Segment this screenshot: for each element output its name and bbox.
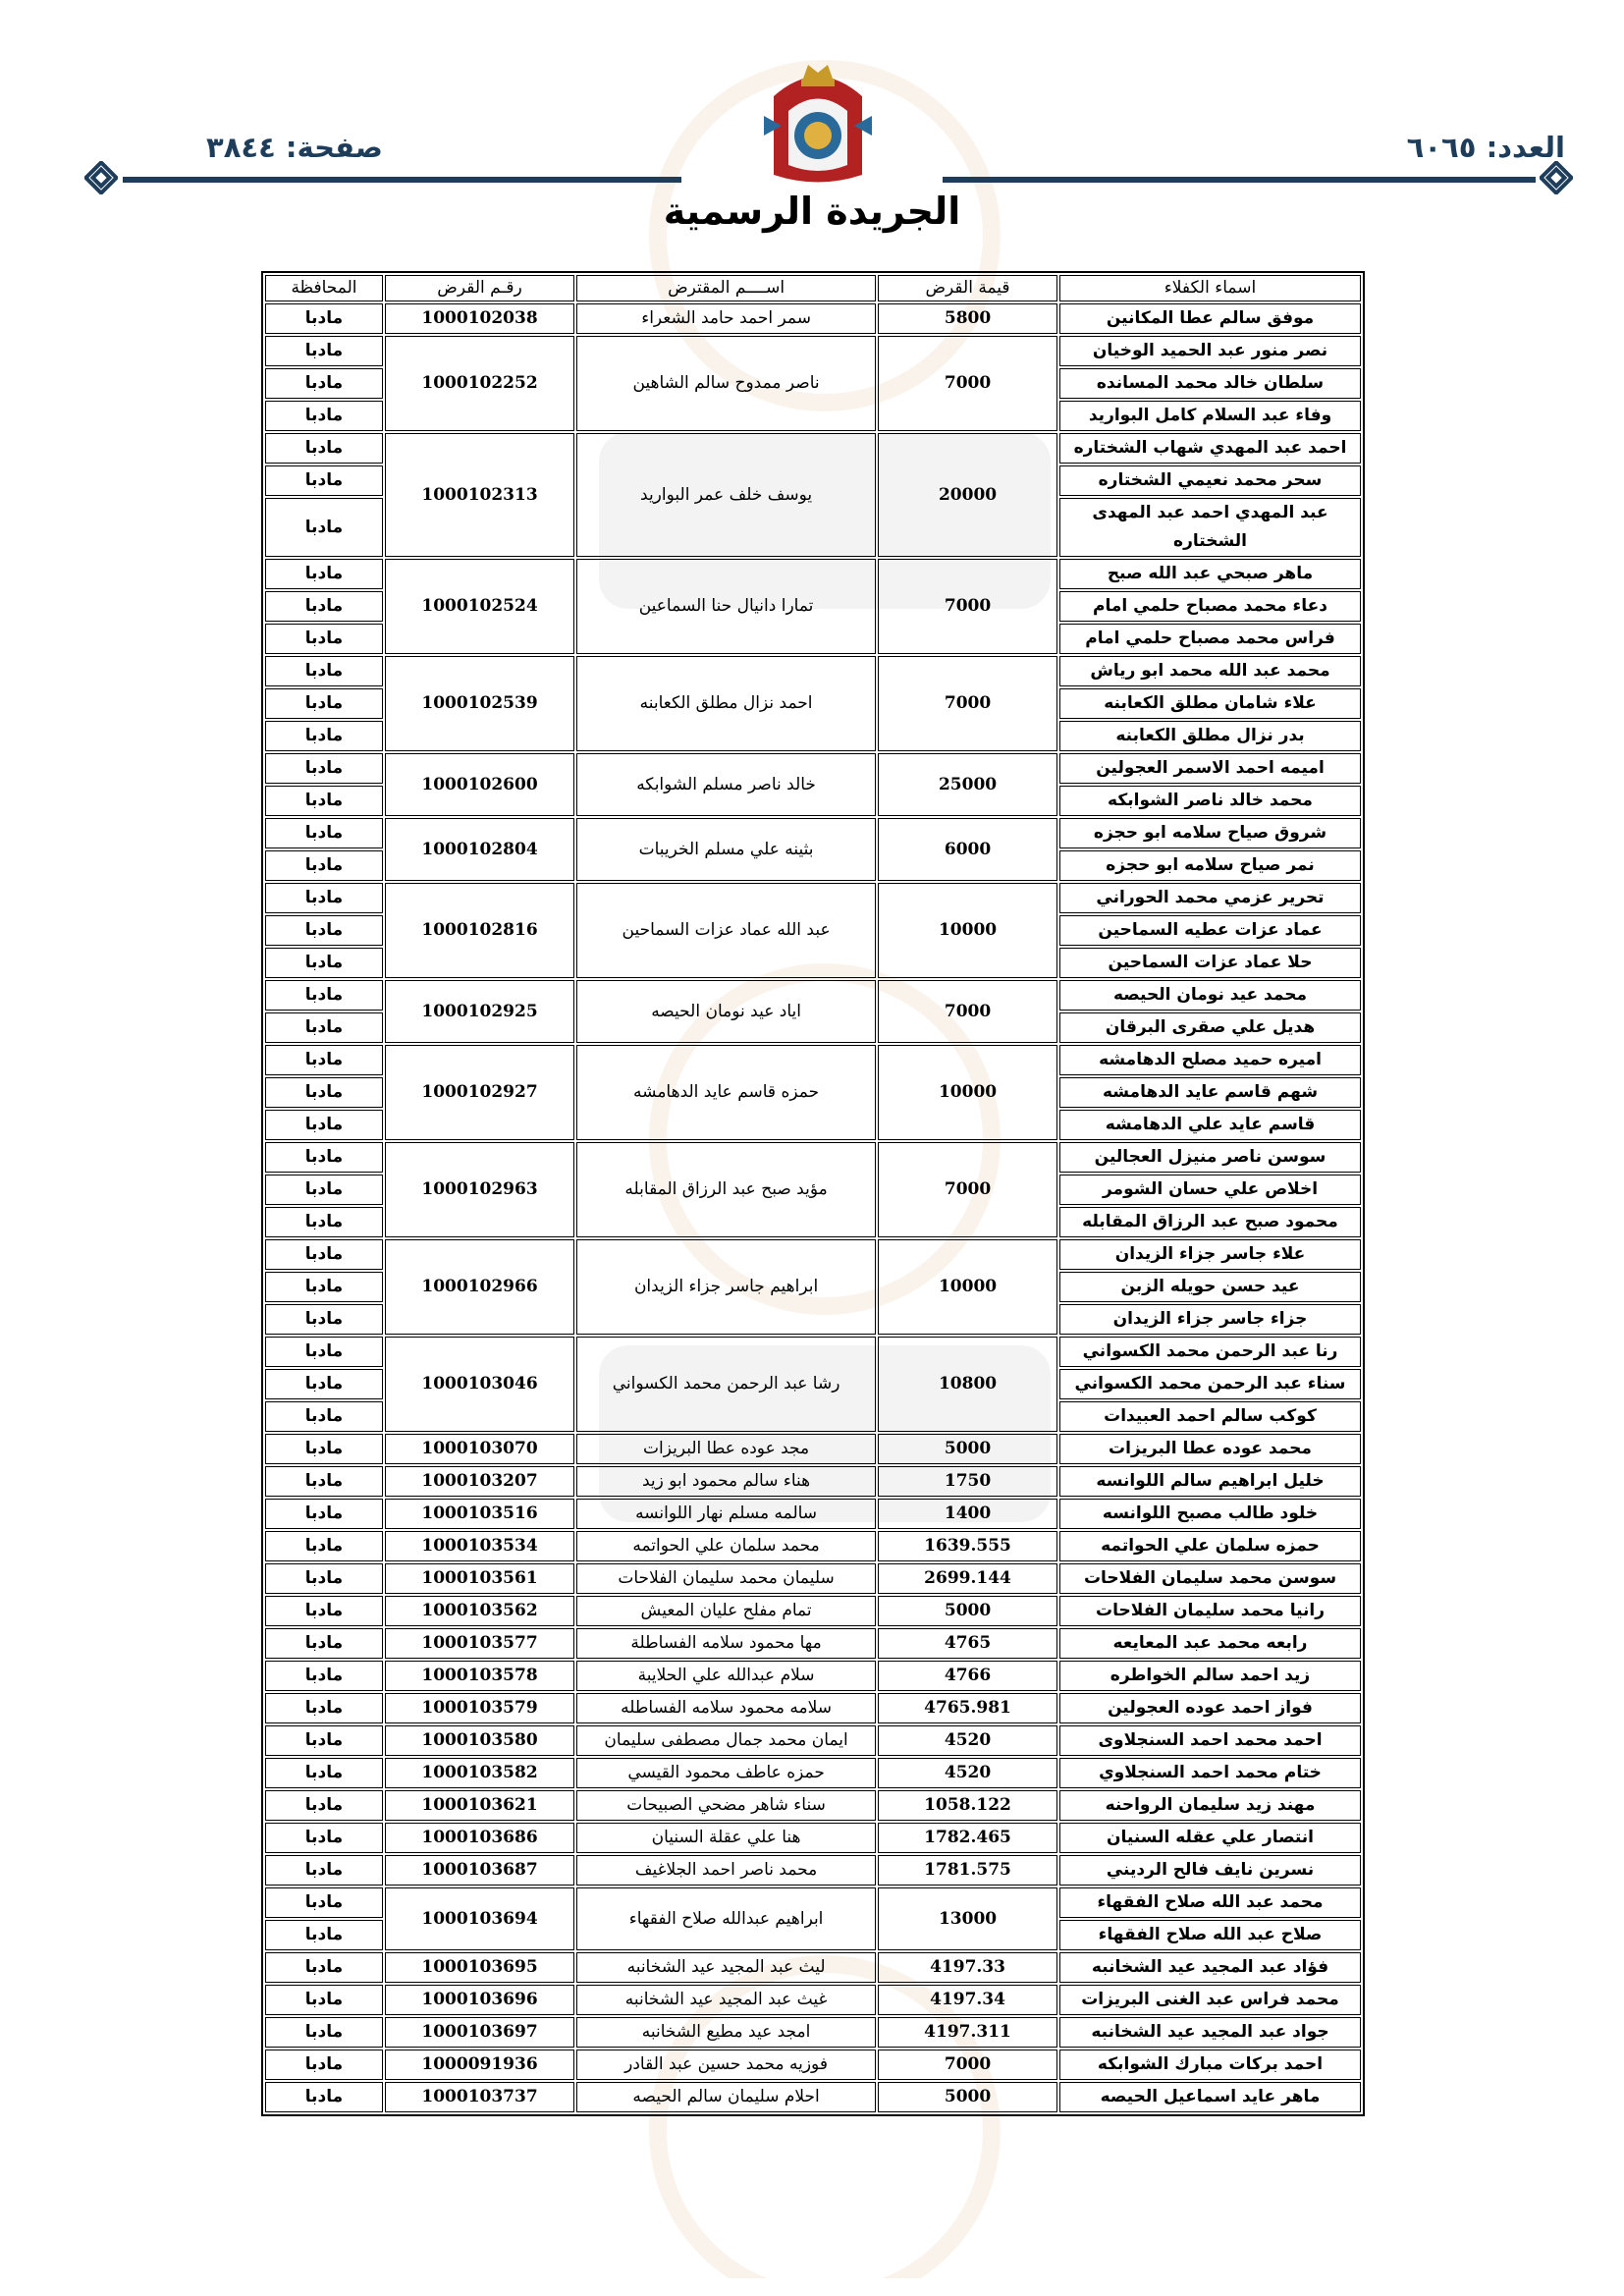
governorate-cell: مادبا — [265, 1466, 383, 1497]
amount-cell: 5000 — [878, 2082, 1057, 2112]
table-row — [265, 2017, 1361, 2048]
loan-number-cell: 1000102539 — [385, 656, 574, 751]
loan-number-cell: 1000103207 — [385, 1466, 574, 1497]
header-guarantors: اسماء الكفلاء — [1059, 275, 1361, 301]
guarantor-cell: حلا عماد عزات السماحين — [1059, 948, 1361, 978]
governorate-cell: مادبا — [265, 559, 383, 589]
borrower-cell: سليمان محمد سليمان الفلاحات — [576, 1563, 876, 1594]
table-row — [265, 1693, 1361, 1723]
borrower-cell: رشا عبد الرحمن محمد الكسواني — [576, 1337, 876, 1432]
governorate-cell: مادبا — [265, 401, 383, 431]
borrower-cell: ايمان محمد جمال مصطفى سليمان — [576, 1725, 876, 1756]
governorate-cell: مادبا — [265, 948, 383, 978]
table-row — [265, 1239, 1361, 1270]
loan-number-cell: 1000091936 — [385, 2050, 574, 2080]
governorate-cell: مادبا — [265, 1272, 383, 1302]
guarantor-cell: جزاء جاسر جزاء الزيدان — [1059, 1304, 1361, 1335]
governorate-cell: مادبا — [265, 1952, 383, 1983]
guarantor-cell: خلود طالب مصبح اللوانسه — [1059, 1499, 1361, 1529]
loan-number-cell: 1000103696 — [385, 1985, 574, 2015]
guarantor-cell: احمد محمد احمد السنجلاوى — [1059, 1725, 1361, 1756]
governorate-cell: مادبا — [265, 1110, 383, 1140]
guarantor-cell: رابعه محمد عبد المعايعه — [1059, 1628, 1361, 1659]
guarantor-cell: عبد المهدي احمد عبد المهدى الشختاره — [1059, 498, 1361, 557]
loan-number-cell: 1000102600 — [385, 753, 574, 816]
governorate-cell: مادبا — [265, 883, 383, 913]
table-row — [265, 1790, 1361, 1821]
borrower-cell: اياد عيد نومان الحيصه — [576, 980, 876, 1043]
guarantor-cell: فراس محمد مصباح حلمي امام — [1059, 624, 1361, 654]
borrower-cell: يوسف خلف عمر البواريد — [576, 433, 876, 557]
guarantor-cell: موفق سالم عطا المكانين — [1059, 303, 1361, 334]
guarantor-cell: انتصار علي عقله السنيان — [1059, 1823, 1361, 1853]
table-row — [265, 1952, 1361, 1983]
table-row — [265, 1434, 1361, 1464]
table-row — [265, 1823, 1361, 1853]
governorate-cell: مادبا — [265, 498, 383, 557]
table-row — [265, 1563, 1361, 1594]
guarantor-cell: محمد عبد الله صلاح الفقهاء — [1059, 1887, 1361, 1918]
governorate-cell: مادبا — [265, 368, 383, 399]
governorate-cell: مادبا — [265, 1596, 383, 1626]
guarantor-cell: سلطان خالد محمد المسانده — [1059, 368, 1361, 399]
guarantor-cell: صلاح عبد الله صلاح الفقهاء — [1059, 1920, 1361, 1950]
borrower-cell: مها محمود سلامه الفساطلة — [576, 1628, 876, 1659]
amount-cell: 7000 — [878, 656, 1057, 751]
borrower-cell: سمر احمد حامد الشعراء — [576, 303, 876, 334]
header-amount: قيمة القرض — [878, 275, 1057, 301]
borrower-cell: تمارا دانيال حنا السماعين — [576, 559, 876, 654]
guarantor-cell: محمد خالد ناصر الشوابكه — [1059, 786, 1361, 816]
table-row — [265, 1855, 1361, 1886]
header-rule-left — [123, 177, 681, 183]
guarantor-cell: رانيا محمد سليمان الفلاحات — [1059, 1596, 1361, 1626]
guarantor-cell: عيد حسن حويله الزبن — [1059, 1272, 1361, 1302]
loan-number-cell: 1000103046 — [385, 1337, 574, 1432]
guarantor-cell: اخلاص علي حسان الشومر — [1059, 1175, 1361, 1205]
header-borrower: اســــم المقترض — [576, 275, 876, 301]
guarantor-cell: ماهر عايد اسماعيل الحيصه — [1059, 2082, 1361, 2112]
amount-cell: 4765.981 — [878, 1693, 1057, 1723]
amount-cell: 1781.575 — [878, 1855, 1057, 1886]
guarantor-cell: بدر نزال مطلق الكعابنه — [1059, 721, 1361, 751]
governorate-cell: مادبا — [265, 688, 383, 719]
header-governorate: المحافظة — [265, 275, 383, 301]
guarantor-cell: شروق صياح سلامه ابو حجزه — [1059, 818, 1361, 848]
guarantor-cell: سوسن محمد سليمان الفلاحات — [1059, 1563, 1361, 1594]
guarantor-cell: فواز احمد عوده العجولين — [1059, 1693, 1361, 1723]
table-header-row — [265, 275, 1361, 301]
coat-of-arms-icon — [754, 57, 882, 190]
guarantor-cell: هديل علي صقرى البرقان — [1059, 1012, 1361, 1043]
table-row — [265, 1628, 1361, 1659]
governorate-cell: مادبا — [265, 1985, 383, 2015]
loan-number-cell: 1000103694 — [385, 1887, 574, 1950]
governorate-cell: مادبا — [265, 1045, 383, 1075]
amount-cell: 6000 — [878, 818, 1057, 881]
governorate-cell: مادبا — [265, 2017, 383, 2048]
governorate-cell: مادبا — [265, 591, 383, 622]
loan-number-cell: 1000103534 — [385, 1531, 574, 1561]
borrower-cell: احلام سليمان سالم الحيصه — [576, 2082, 876, 2112]
amount-cell: 4766 — [878, 1661, 1057, 1691]
governorate-cell: مادبا — [265, 786, 383, 816]
guarantor-cell: نمر صياح سلامه ابو حجزه — [1059, 850, 1361, 881]
guarantor-cell: شهم قاسم عايد الدهامشه — [1059, 1077, 1361, 1108]
borrower-cell: ابراهيم جاسر جزاء الزيدان — [576, 1239, 876, 1335]
governorate-cell: مادبا — [265, 1337, 383, 1367]
borrower-cell: فوزيه محمد حسين عبد القادر — [576, 2050, 876, 2080]
table-row — [265, 980, 1361, 1011]
amount-cell: 7000 — [878, 2050, 1057, 2080]
amount-cell: 1639.555 — [878, 1531, 1057, 1561]
governorate-cell: مادبا — [265, 465, 383, 496]
governorate-cell: مادبا — [265, 1693, 383, 1723]
loan-number-cell: 1000102927 — [385, 1045, 574, 1140]
guarantor-cell: كوكب سالم احمد العبيدات — [1059, 1401, 1361, 1432]
table-row — [265, 1887, 1361, 1918]
guarantor-cell: سحر محمد نعيمي الشختاره — [1059, 465, 1361, 496]
guarantor-cell: قاسم عايد علي الدهامشه — [1059, 1110, 1361, 1140]
issue-number: العدد: ٦٠٦٥ — [1406, 131, 1565, 164]
governorate-cell: مادبا — [265, 1887, 383, 1918]
loan-number-cell: 1000103621 — [385, 1790, 574, 1821]
guarantor-cell: علاء شامان مطلق الكعابنه — [1059, 688, 1361, 719]
governorate-cell: مادبا — [265, 1823, 383, 1853]
amount-cell: 5800 — [878, 303, 1057, 334]
amount-cell: 1750 — [878, 1466, 1057, 1497]
guarantor-cell: زيد احمد سالم الخواطره — [1059, 1661, 1361, 1691]
amount-cell: 1782.465 — [878, 1823, 1057, 1853]
guarantor-cell: سناء عبد الرحمن محمد الكسواني — [1059, 1369, 1361, 1399]
guarantor-cell: فؤاد عبد المجيد عيد الشخانبه — [1059, 1952, 1361, 1983]
table-row — [265, 1985, 1361, 2015]
loan-number-cell: 1000103687 — [385, 1855, 574, 1886]
amount-cell: 4197.311 — [878, 2017, 1057, 2048]
loan-number-cell: 1000103579 — [385, 1693, 574, 1723]
guarantor-cell: جواد عبد المجيد عيد الشخانبه — [1059, 2017, 1361, 2048]
amount-cell: 4197.34 — [878, 1985, 1057, 2015]
governorate-cell: مادبا — [265, 1434, 383, 1464]
borrower-cell: سلام عبدالله علي الحلايبة — [576, 1661, 876, 1691]
amount-cell: 20000 — [878, 433, 1057, 557]
guarantor-cell: محمد عيد نومان الحيصه — [1059, 980, 1361, 1011]
loan-number-cell: 1000103582 — [385, 1758, 574, 1788]
amount-cell: 13000 — [878, 1887, 1057, 1950]
guarantor-cell: ختام محمد احمد السنجلاوي — [1059, 1758, 1361, 1788]
guarantor-cell: تحرير عزمي محمد الحوراني — [1059, 883, 1361, 913]
borrower-cell: مؤيد صبح عبد الرزاق المقابله — [576, 1142, 876, 1237]
borrower-cell: غيث عبد المجيد عيد الشخانبه — [576, 1985, 876, 2015]
amount-cell: 2699.144 — [878, 1563, 1057, 1594]
loan-number-cell: 1000103686 — [385, 1823, 574, 1853]
governorate-cell: مادبا — [265, 433, 383, 464]
amount-cell: 7000 — [878, 559, 1057, 654]
table-row — [265, 1045, 1361, 1075]
governorate-cell: مادبا — [265, 1628, 383, 1659]
borrower-cell: احمد نزال مطلق الكعابنه — [576, 656, 876, 751]
borrower-cell: ناصر ممدوح سالم الشاهين — [576, 336, 876, 431]
guarantor-cell: حمزه سلمان علي الحواتمه — [1059, 1531, 1361, 1561]
guarantor-cell: اميره حميد مصلح الدهامشه — [1059, 1045, 1361, 1075]
amount-cell: 10000 — [878, 883, 1057, 978]
governorate-cell: مادبا — [265, 721, 383, 751]
gazette-title: الجريدة الرسمية — [663, 190, 961, 233]
guarantor-cell: رنا عبد الرحمن محمد الكسواني — [1059, 1337, 1361, 1367]
borrower-cell: عبد الله عماد عزات السماحين — [576, 883, 876, 978]
borrower-cell: خالد ناصر مسلم الشوابكه — [576, 753, 876, 816]
governorate-cell: مادبا — [265, 2050, 383, 2080]
governorate-cell: مادبا — [265, 656, 383, 686]
guarantor-cell: مهند زيد سليمان الرواحنه — [1059, 1790, 1361, 1821]
governorate-cell: مادبا — [265, 850, 383, 881]
governorate-cell: مادبا — [265, 1855, 383, 1886]
governorate-cell: مادبا — [265, 753, 383, 784]
governorate-cell: مادبا — [265, 1142, 383, 1173]
header-loan-number: رقـم القرض — [385, 275, 574, 301]
borrower-cell: حمزه قاسم عايد الدهامشه — [576, 1045, 876, 1140]
loan-number-cell: 1000102252 — [385, 336, 574, 431]
amount-cell: 1400 — [878, 1499, 1057, 1529]
table-row — [265, 559, 1361, 589]
loan-number-cell: 1000102816 — [385, 883, 574, 978]
borrower-cell: مجد عوده عطا البريزات — [576, 1434, 876, 1464]
borrower-cell: سالمه مسلم نهار اللوانسه — [576, 1499, 876, 1529]
loan-number-cell: 1000103737 — [385, 2082, 574, 2112]
guarantor-cell: وفاء عبد السلام كامل البواريد — [1059, 401, 1361, 431]
borrower-cell: سلامه محمود سلامه الفساطله — [576, 1693, 876, 1723]
loan-number-cell: 1000103516 — [385, 1499, 574, 1529]
borrower-cell: بثينه علي مسلم الخريبات — [576, 818, 876, 881]
governorate-cell: مادبا — [265, 1661, 383, 1691]
governorate-cell: مادبا — [265, 1531, 383, 1561]
guarantor-cell: علاء جاسر جزاء الزيدان — [1059, 1239, 1361, 1270]
amount-cell: 1058.122 — [878, 1790, 1057, 1821]
governorate-cell: مادبا — [265, 1077, 383, 1108]
table-row — [265, 1596, 1361, 1626]
table-row — [265, 303, 1361, 334]
governorate-cell: مادبا — [265, 818, 383, 848]
governorate-cell: مادبا — [265, 1790, 383, 1821]
guarantor-cell: نصر منور عبد الحميد الوخيان — [1059, 336, 1361, 366]
table-row — [265, 1499, 1361, 1529]
loan-number-cell: 1000102966 — [385, 1239, 574, 1335]
amount-cell: 4520 — [878, 1758, 1057, 1788]
guarantor-cell: سوسن ناصر منيزل العجالين — [1059, 1142, 1361, 1173]
guarantor-cell: خليل ابراهيم سالم اللوانسه — [1059, 1466, 1361, 1497]
governorate-cell: مادبا — [265, 1175, 383, 1205]
table-row — [265, 1531, 1361, 1561]
table-row — [265, 1725, 1361, 1756]
loan-number-cell: 1000103577 — [385, 1628, 574, 1659]
governorate-cell: مادبا — [265, 2082, 383, 2112]
loan-number-cell: 1000102313 — [385, 433, 574, 557]
table-row — [265, 2082, 1361, 2112]
governorate-cell: مادبا — [265, 1012, 383, 1043]
amount-cell: 25000 — [878, 753, 1057, 816]
amount-cell: 4520 — [878, 1725, 1057, 1756]
table-row — [265, 1661, 1361, 1691]
guarantor-cell: محمد عوده عطا البريزات — [1059, 1434, 1361, 1464]
governorate-cell: مادبا — [265, 1207, 383, 1237]
governorate-cell: مادبا — [265, 1369, 383, 1399]
governorate-cell: مادبا — [265, 1920, 383, 1950]
governorate-cell: مادبا — [265, 1758, 383, 1788]
loan-number-cell: 1000103562 — [385, 1596, 574, 1626]
table-row — [265, 433, 1361, 464]
guarantor-cell: محمد عبد الله محمد ابو رياش — [1059, 656, 1361, 686]
borrower-cell: محمد سلمان علي الحواتمه — [576, 1531, 876, 1561]
table-row — [265, 1758, 1361, 1788]
table-row — [265, 818, 1361, 848]
guarantor-cell: عماد عزات عطيه السماحين — [1059, 915, 1361, 946]
amount-cell: 10800 — [878, 1337, 1057, 1432]
loan-number-cell: 1000103070 — [385, 1434, 574, 1464]
amount-cell: 10000 — [878, 1045, 1057, 1140]
guarantor-cell: محمود صبح عبد الرزاق المقابله — [1059, 1207, 1361, 1237]
governorate-cell: مادبا — [265, 1304, 383, 1335]
loan-number-cell: 1000102925 — [385, 980, 574, 1043]
loan-number-cell: 1000102038 — [385, 303, 574, 334]
borrower-cell: ليث عبد المجيد عيد الشخانبه — [576, 1952, 876, 1983]
guarantor-cell: احمد عبد المهدي شهاب الشختاره — [1059, 433, 1361, 464]
governorate-cell: مادبا — [265, 303, 383, 334]
loan-number-cell: 1000103695 — [385, 1952, 574, 1983]
governorate-cell: مادبا — [265, 1401, 383, 1432]
governorate-cell: مادبا — [265, 1725, 383, 1756]
guarantor-cell: محمد فراس عبد الغنى البريزات — [1059, 1985, 1361, 2015]
guarantor-cell: احمد بركات مبارك الشوابكه — [1059, 2050, 1361, 2080]
page-number: صفحة: ٣٨٤٤ — [206, 131, 383, 164]
loan-number-cell: 1000102963 — [385, 1142, 574, 1237]
governorate-cell: مادبا — [265, 336, 383, 366]
borrower-cell: امجد عيد مطيع الشخانبه — [576, 2017, 876, 2048]
table-row — [265, 1142, 1361, 1173]
table-row — [265, 2050, 1361, 2080]
amount-cell: 5000 — [878, 1596, 1057, 1626]
loan-number-cell: 1000103697 — [385, 2017, 574, 2048]
amount-cell: 4765 — [878, 1628, 1057, 1659]
amount-cell: 7000 — [878, 980, 1057, 1043]
table-row — [265, 336, 1361, 366]
guarantor-cell: ماهر صبحي عبد الله صبح — [1059, 559, 1361, 589]
guarantor-cell: نسرين نايف فالح الرديني — [1059, 1855, 1361, 1886]
amount-cell: 4197.33 — [878, 1952, 1057, 1983]
governorate-cell: مادبا — [265, 1499, 383, 1529]
loans-table — [261, 271, 1365, 2116]
governorate-cell: مادبا — [265, 915, 383, 946]
guarantor-cell: دعاء محمد مصباح حلمي امام — [1059, 591, 1361, 622]
loan-number-cell: 1000102524 — [385, 559, 574, 654]
table-row — [265, 1337, 1361, 1367]
header-rule-right — [943, 177, 1536, 183]
governorate-cell: مادبا — [265, 624, 383, 654]
table-body — [265, 303, 1361, 2112]
governorate-cell: مادبا — [265, 1239, 383, 1270]
borrower-cell: محمد ناصر احمد الجلاغيف — [576, 1855, 876, 1886]
borrower-cell: تمام مفلح عليان المعيش — [576, 1596, 876, 1626]
table-row — [265, 753, 1361, 784]
loan-number-cell: 1000102804 — [385, 818, 574, 881]
guarantor-cell: اميمه احمد الاسمر العجولين — [1059, 753, 1361, 784]
amount-cell: 7000 — [878, 336, 1057, 431]
governorate-cell: مادبا — [265, 1563, 383, 1594]
borrower-cell: حمزه عاطف محمود القيسي — [576, 1758, 876, 1788]
loan-number-cell: 1000103580 — [385, 1725, 574, 1756]
borrower-cell: سناء شاهر مضحي الصبيحات — [576, 1790, 876, 1821]
amount-cell: 10000 — [878, 1239, 1057, 1335]
table-row — [265, 1466, 1361, 1497]
borrower-cell: هنا علي عقلة السنيان — [576, 1823, 876, 1853]
loan-number-cell: 1000103578 — [385, 1661, 574, 1691]
governorate-cell: مادبا — [265, 980, 383, 1011]
borrower-cell: هناء سالم محمود ابو زيد — [576, 1466, 876, 1497]
amount-cell: 7000 — [878, 1142, 1057, 1237]
amount-cell: 5000 — [878, 1434, 1057, 1464]
table-row — [265, 883, 1361, 913]
loan-number-cell: 1000103561 — [385, 1563, 574, 1594]
borrower-cell: ابراهيم عبدالله صلاح الفقهاء — [576, 1887, 876, 1950]
table-row — [265, 656, 1361, 686]
